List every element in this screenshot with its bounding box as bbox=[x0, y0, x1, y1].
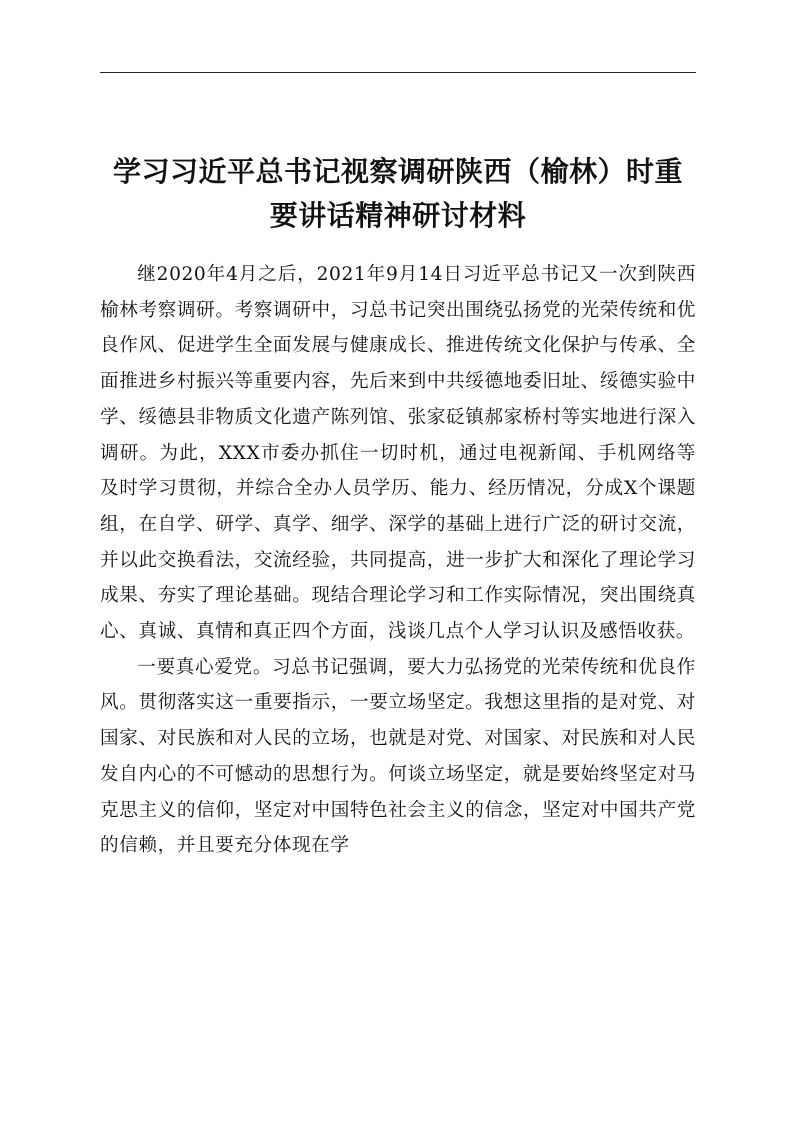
document-title bbox=[100, 150, 696, 238]
paragraph-love-party: 一要真心爱党。习总书记强调，要大力弘扬党的光荣传统和优良作风。贯彻落实这一重要指示，一要立场坚定。我想这里指的是对党、对国家、对民族和对人民的立场，也就是对党、对国家、对民族和对人民发自内心的不可憾动的思想行为。何谈立场坚定，就是要始终坚定对马克思主义的信仰，坚定对中国特色社会主义的信念，坚定对中国共产党的信赖，并且要充分体现在学 bbox=[100, 656, 696, 857]
paragraph-intro: 继2020年4月之后，2021年9月14日习近平总书记又一次到陕西榆林考察调研。考察调研中，习总书记突出围绕弘扬党的光荣传统和优良作风、促进学生全面发展与健康成长、推进传统文化保护与传承、全面推进乡村振兴等重要内容，先后来到中共绥德地委旧址、绥德实验中学、绥德县非物质文化遗产陈列馆、张家砭镇郝家桥村等实地进行深入调研。为此，XXX市委办抓住一切时机，通过电视新闻、手机网络等及时学习贯彻，并综合全办人员学历、能力、经历情况，分成X个课题组，在自学、研学、真学、细学、深学的基础上进行广泛的研讨交流，并以此交换看法，交流经验，共同提高，进一步扩大和深化了理论学习成果、夯实了理论基础。现结合理论学习和工作实际情况，突出围绕真心、真诚、真情和真正四个方面，浅谈几点个人学习认识及感悟收获。 bbox=[100, 264, 696, 643]
document-body bbox=[100, 257, 696, 864]
title-line-2: 要讲话精神研讨材料 bbox=[269, 199, 527, 232]
title-line-1: 学习习近平总书记视察调研陕西（榆林）时重 bbox=[112, 155, 683, 188]
header-rule bbox=[100, 72, 696, 73]
